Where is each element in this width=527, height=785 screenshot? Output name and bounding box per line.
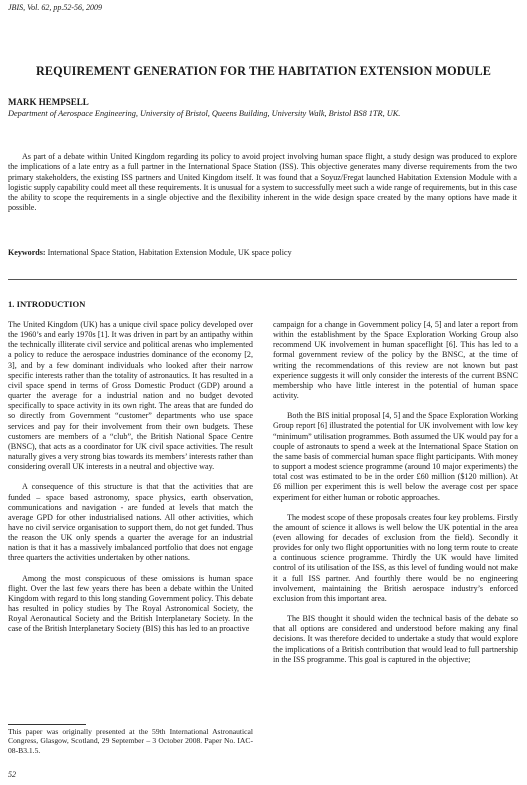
author-affiliation: Department of Aerospace Engineering, University of Bristol, Queens Building, University Walk, Bristol BS8 1TR, UK. — [8, 109, 401, 118]
keywords-text: International Space Station, Habitation Extension Module, UK space policy — [47, 248, 292, 257]
paragraph: The BIS thought it should widen the technical basis of the debate so that all options are considered and understood before making any final decisions. It was therefore decided to undertake a study that would explore the implications of a British contribution that would lead to full partnership in the ISS programme. This goal is captured in the objective; — [273, 614, 518, 664]
footnote: This paper was originally presented at the 59th International Astronautical Congress, Glasgow, Scotland, 29 September – 3 October 2008. Paper No. IAC-08-B3.1.5. — [8, 727, 253, 755]
paragraph: Both the BIS initial proposal [4, 5] and the Space Exploration Working Group report [6] illustrated the potential for UK involvement with low key “minimum” utilisation programmes. Both assumed the UK would pay for a couple of astronauts to spend a week at the International Space Station on the same basis of commercial human space flight participants. With money to support a modest science programme (around 10 major experiments) the total cost was estimated to be in the order £60 million ($120 million). At £6 million per experiment this is well below the average cost per space experiment for either human or robotic approaches. — [273, 411, 518, 502]
running-head: JBIS, Vol. 62, pp.52-56, 2009 — [8, 3, 102, 12]
keywords — [8, 248, 517, 258]
left-column — [8, 320, 253, 645]
paragraph: The United Kingdom (UK) has a unique civil space policy developed over the 1960’s and early 1970s [1]. It was driven in part by an antipathy within the technically illiterate civil service and political arenas who implemented a policy to reduce the aerospace industries dominance of the economy [2, 3], and by a few dominant individuals who looked after their narrow specific interests rather than the totality of astronautics. It has resulted in a civil space spend in terms of Gross Domestic Product (GDP) around a quarter the average for a industrial nation and no budget devoted specifically to space activity in its own right. The areas that are funded do so directly from Government “customer” departments who use space services and pay for their involvement from their own budgets. These customers are members of a “club”, the British National Space Centre (BNSC), that acts as a coordinator for UK civil space activities. The result naturally gives a very strong bias towards its members’ interests rather than considering overall UK interests in a neutral and objective way. — [8, 320, 253, 472]
abstract-text: As part of a debate within United Kingdom regarding its policy to avoid project involving human space flight, a study design was produced to explore the implications of a late entry as a full partner in the International Space Station (ISS). This objective generates many diverse requirements from the two primary stakeholders, the existing ISS partners and United Kingdom itself. It was found that a Soyuz/Fregat launched Habitation Extension Module with a logistic supply capability could meet all these requirements. It is unusual for a system to successfully meet such a wide range of requirements, but in this case the ability to scope the requirements in a single objective and the flexibility inherent in the wide design space created by the many options have made it possible. — [8, 152, 517, 213]
page-number: 52 — [8, 770, 16, 779]
right-column — [273, 320, 518, 675]
paragraph: The modest scope of these proposals creates four key problems. Firstly the amount of science it allows is well below the UK potential in the area (even allowing for decades of exclusion from the field). Secondly it provides for only two flight opportunities with no long term route to create a continuous science programme. Thirdly the UK would have limited control of its utilisation of the ISS, as this level of funding would not make it a full ISS partner. And fourthly there would be no engineering involvement, maintaining the British aerospace industry’s enforced exclusion from this important area. — [273, 512, 518, 603]
abstract — [8, 152, 517, 214]
paragraph: Among the most conspicuous of these omissions is human space flight. Over the last few years there has been a debate within the United Kingdom with regard to this long standing Government policy. This debate has resulted in policy studies by The Royal Astronomical Society, the Royal Aeronautical Society and the British Interplanetary Society. In the case of the British Interplanetary Society (BIS) this has led to an proactive — [8, 573, 253, 634]
section-heading: 1. INTRODUCTION — [8, 299, 86, 309]
paragraph: A consequence of this structure is that that the activities that are funded – space based astronomy, space physics, earth observation, communications and navigation - are funded at levels that match the average GPD for other industrialised nations. All other activities, which have no civil service organisation to support them, do not get funded. Thus the reason the UK only spends a quarter the average for an industrial nation is that it has a massively imbalanced portfolio that does not engage three quarters the activities undertaken by other nations. — [8, 482, 253, 563]
author-name: MARK HEMPSELL — [8, 97, 89, 107]
section-divider — [8, 279, 517, 280]
paper-title: REQUIREMENT GENERATION FOR THE HABITATION EXTENSION MODULE — [35, 64, 491, 78]
keywords-label: Keywords: — [8, 248, 46, 257]
footnote-divider — [8, 724, 86, 725]
paragraph: campaign for a change in Government policy [4, 5] and later a report from within the establishment by the Space Exploration Working Group also recommend UK involvement in human spaceflight [6]. This has led to a formal government review of the policy by the BNSC, at the time of writing the recommendations of this review are not known but past experience suggests it will only consider the interests of the current BSNC membership who have little interest in the potential of human space activity. — [273, 320, 518, 401]
